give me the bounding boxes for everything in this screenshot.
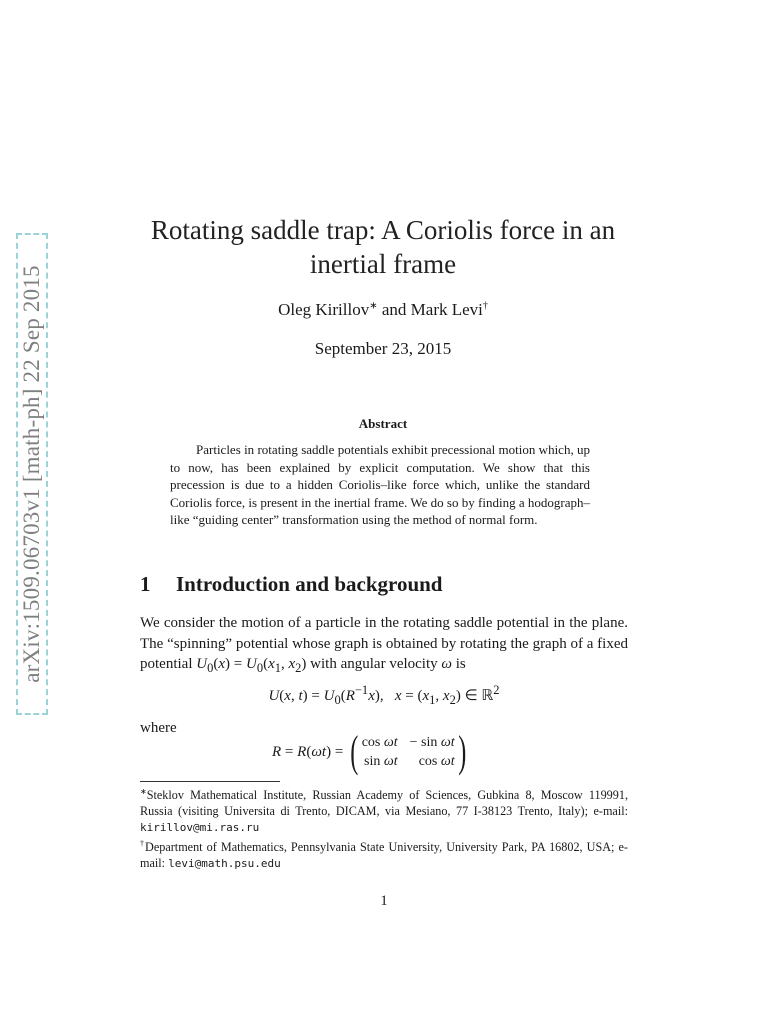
email-levi[interactable]: levi@math.psu.edu xyxy=(168,857,281,871)
author-kirillov: Oleg Kirillov xyxy=(278,300,370,319)
paragraph-text-c: is xyxy=(451,656,466,672)
section-heading xyxy=(140,572,443,597)
inline-math-omega: ω xyxy=(441,656,452,672)
abstract-body: Particles in rotating saddle potentials exhibit precessional motion which, up to now, has been explained by explicit computation. We show that this precession is due to a hidden Coriolis–like force which, unlike the standard Coriolis force, is present in the inertial frame. We do so by finding a hodograph–like “guiding center” transformation using the method of normal form. xyxy=(170,442,590,528)
title-line-1: Rotating saddle trap: A Coriolis force in an xyxy=(150,215,616,245)
section-title: Introduction and background xyxy=(176,572,443,596)
inline-math-potential: $U_0(x) = U_0(x_1$, $x_2$) xyxy=(196,656,307,675)
matrix-left-paren: ( xyxy=(350,727,359,776)
equation-rotation-matrix: R = R(ωt) = ( cos ωt − sin ωt sin ωt cos ωt ) xyxy=(272,727,467,776)
intro-paragraph xyxy=(140,613,628,679)
author-mark-2: † xyxy=(482,300,488,312)
footnote-1-text: Steklov Mathematical Institute, Russian Academy of Sciences, Gubkina 8, Moscow 119991, Russia (visiting Universita di Trento, DICAM, via Mesiano, 77 I-38123 Trento, Italy); e-mail: xyxy=(140,788,628,819)
footnotes xyxy=(140,784,628,872)
footnote-1 xyxy=(140,784,628,836)
title-line-2: inertial frame xyxy=(309,249,457,279)
equation-potential: U(x, $t) = U_0(R^{-1}x)$, $x = (x_1$, $x_2$) ∈ ℝ$^2$ xyxy=(268,683,500,707)
footnote-1-mark: ∗ xyxy=(140,787,147,796)
footnote-rule xyxy=(140,781,280,782)
author-list xyxy=(140,300,626,320)
email-kirillov[interactable]: kirillov@mi.ras.ru xyxy=(140,821,260,835)
footnote-2 xyxy=(140,836,628,872)
page-number: 1 xyxy=(380,893,388,909)
matrix-right-paren: ) xyxy=(457,727,467,776)
author-levi: Mark Levi xyxy=(410,300,483,319)
section-number: 1 xyxy=(140,572,151,596)
paragraph-text-b: with angular velocity xyxy=(306,656,442,672)
abstract-heading: Abstract xyxy=(358,416,408,431)
rotation-matrix: cos ωt − sin ωt sin ωt cos ωt xyxy=(361,734,455,769)
paragraph-text-a: We consider the motion of a particle in the rotating saddle potential in the plane. The “spinning” potential whose graph is obtained by rotating the graph of a fixed potential xyxy=(140,615,628,672)
author-mark-1: ∗ xyxy=(369,300,378,312)
footnote-2-mark: † xyxy=(140,839,146,849)
footnote-2-text: Department of Mathematics, Pennsylvania State University, University Park, PA 16802, USA; e-mail: xyxy=(140,840,628,871)
paper-date: September 23, 2015 xyxy=(314,339,452,358)
paper-title xyxy=(140,213,626,281)
author-conjunction: and xyxy=(381,300,407,319)
where-label: where xyxy=(140,720,177,736)
arxiv-stamp[interactable]: arXiv:1509.06703v1 [math-ph] 22 Sep 2015 xyxy=(19,265,44,683)
